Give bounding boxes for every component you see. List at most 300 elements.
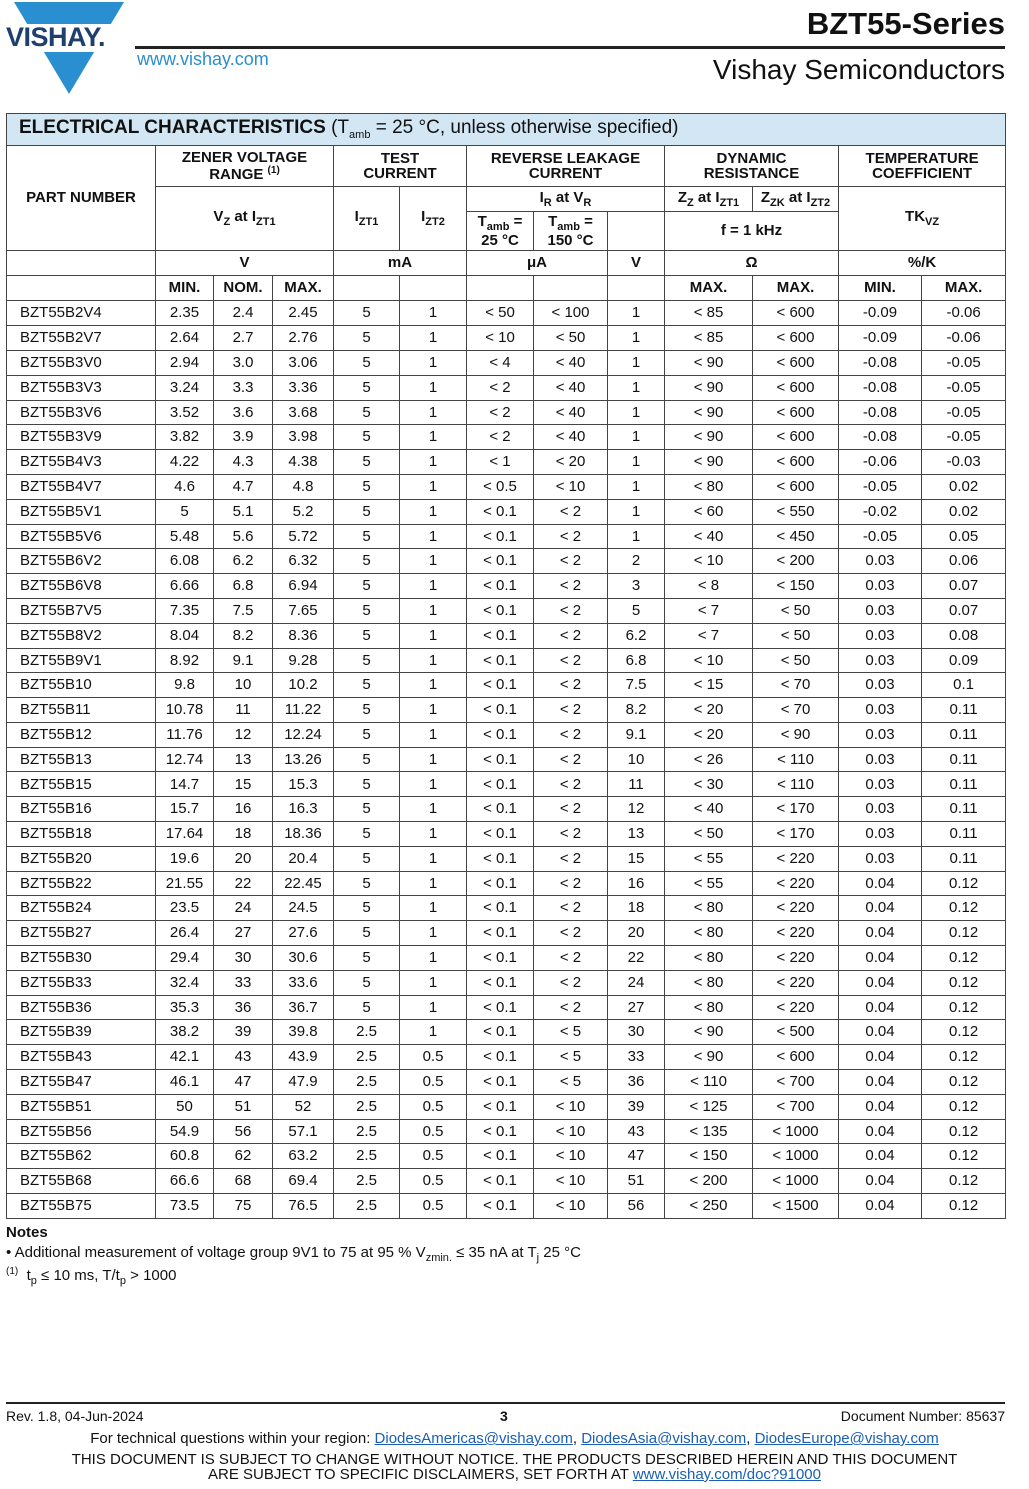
table-cell: < 220 [753,896,839,921]
table-cell: < 150 [753,574,839,599]
table-cell: 47 [608,1144,665,1169]
table-row [7,574,1006,599]
table-cell: 1 [400,995,467,1020]
header-tkvz: $TK_{VZ}$ [839,187,1006,251]
table-cell: 5 [334,474,400,499]
table-cell: 76.5 [273,1194,334,1219]
table-cell: < 0.1 [467,598,534,623]
table-cell: 20.4 [273,846,334,871]
disclaimer-link[interactable]: www.vishay.com/doc?91000 [632,1466,821,1483]
table-cell: 19.6 [156,846,214,871]
table-cell: 39 [214,1020,273,1045]
table-cell: 6.2 [214,549,273,574]
table-cell: 0.02 [922,474,1006,499]
table-cell: 2.35 [156,301,214,326]
table-cell: 16.3 [273,797,334,822]
table-cell: 0.04 [839,1045,922,1070]
table-row [7,400,1006,425]
header-ir-at-vr: $I_R$ at $V_R$ [467,187,665,212]
table-cell: < 2 [534,524,608,549]
table-cell: 0.12 [922,896,1006,921]
table-cell: 5.72 [273,524,334,549]
table-cell: 3.68 [273,400,334,425]
table-cell: 56 [608,1194,665,1219]
header-vz-max: MAX. [273,276,334,301]
table-cell: 3.0 [214,350,273,375]
table-cell: 5 [334,921,400,946]
table-row [7,1169,1006,1194]
company-name: Vishay Semiconductors [712,54,1005,85]
table-cell: 5 [334,326,400,351]
part-number-cell: BZT55B39 [7,1020,156,1045]
table-cell: < 50 [467,301,534,326]
table-row [7,1194,1006,1219]
table-cell: 4.3 [214,450,273,475]
table-cell: 47 [214,1070,273,1095]
table-cell: 36 [608,1070,665,1095]
table-cell: < 2 [534,970,608,995]
table-cell: 0.04 [839,1094,922,1119]
table-row [7,896,1006,921]
header-izt1: $I_{ZT1}$ [334,187,400,251]
table-cell: 1 [400,970,467,995]
table-cell: 27 [608,995,665,1020]
table-cell: < 0.1 [467,1094,534,1119]
website-link[interactable]: www.vishay.com [137,49,269,69]
table-cell: < 26 [665,747,753,772]
table-cell: 39 [608,1094,665,1119]
table-cell: 0.11 [922,772,1006,797]
table-cell: 6.32 [273,549,334,574]
table-cell: < 0.1 [467,698,534,723]
table-cell: < 2 [467,375,534,400]
email-americas-link[interactable]: DiodesAmericas@vishay.com [374,1430,573,1447]
table-cell: 18 [214,822,273,847]
table-cell: < 50 [534,326,608,351]
table-row [7,1094,1006,1119]
table-cell: -0.06 [922,326,1006,351]
table-cell: 5.1 [214,499,273,524]
table-cell: 62 [214,1144,273,1169]
table-cell: 43.9 [273,1045,334,1070]
table-cell: < 0.1 [467,797,534,822]
table-cell: < 40 [534,350,608,375]
table-cell: < 2 [534,574,608,599]
table-cell: < 90 [665,425,753,450]
part-number-cell: BZT55B30 [7,946,156,971]
part-number-cell: BZT55B47 [7,1070,156,1095]
table-cell: < 90 [665,400,753,425]
table-cell: 3 [608,574,665,599]
table-cell: 15.3 [273,772,334,797]
table-cell: 5.2 [273,499,334,524]
table-cell: 1 [400,326,467,351]
table-cell: < 80 [665,946,753,971]
disclaimer-line-2: ARE SUBJECT TO SPECIFIC DISCLAIMERS, SET FORTH AT www.vishay.com/doc?91000 [208,1466,821,1483]
table-cell: 8.04 [156,623,214,648]
part-number-cell: BZT55B9V1 [7,648,156,673]
header-units-blank [7,251,156,276]
table-cell: 0.12 [922,1194,1006,1219]
table-cell: < 0.1 [467,772,534,797]
table-row [7,797,1006,822]
table-cell: < 80 [665,995,753,1020]
table-cell: 1 [608,425,665,450]
table-cell: < 50 [665,822,753,847]
email-asia-link[interactable]: DiodesAsia@vishay.com [581,1430,747,1447]
table-cell: < 220 [753,995,839,1020]
table-cell: < 2 [534,673,608,698]
table-cell: 5 [334,871,400,896]
table-cell: 30 [608,1020,665,1045]
part-number-cell: BZT55B5V1 [7,499,156,524]
table-cell: 10 [214,673,273,698]
table-cell: < 2 [534,772,608,797]
table-cell: 12.24 [273,722,334,747]
table-cell: 0.03 [839,797,922,822]
table-cell: < 0.1 [467,722,534,747]
table-cell: -0.08 [839,350,922,375]
table-cell: < 20 [534,450,608,475]
table-cell: 1 [400,623,467,648]
table-cell: 1 [400,574,467,599]
table-cell: 12 [608,797,665,822]
table-cell: < 2 [534,871,608,896]
table-cell: 1 [608,326,665,351]
table-cell: 0.03 [839,574,922,599]
table-cell: 9.8 [156,673,214,698]
table-row [7,921,1006,946]
table-cell: 7.5 [608,673,665,698]
table-cell: 3.06 [273,350,334,375]
table-cell: < 50 [753,598,839,623]
table-cell: 57.1 [273,1119,334,1144]
table-cell: 1 [400,797,467,822]
table-cell: 5 [334,946,400,971]
table-cell: 7.65 [273,598,334,623]
part-number-cell: BZT55B33 [7,970,156,995]
table-cell: < 90 [665,350,753,375]
header-part-number: PART NUMBER [7,146,156,251]
table-row [7,425,1006,450]
table-cell: 12.74 [156,747,214,772]
table-cell: < 90 [665,375,753,400]
table-cell: 3.9 [214,425,273,450]
table-cell: 8.36 [273,623,334,648]
table-cell: 5 [334,598,400,623]
table-cell: < 5 [534,1070,608,1095]
table-cell: < 0.1 [467,846,534,871]
table-cell: 4.7 [214,474,273,499]
table-cell: 3.6 [214,400,273,425]
table-cell: < 10 [534,1144,608,1169]
table-cell: 24 [608,970,665,995]
table-cell: < 600 [753,450,839,475]
table-cell: 1 [400,450,467,475]
table-cell: 0.04 [839,921,922,946]
table-cell: < 10 [665,549,753,574]
table-cell: < 0.1 [467,896,534,921]
table-cell: < 85 [665,301,753,326]
table-cell: 5 [156,499,214,524]
table-cell: < 2 [534,747,608,772]
note-1: $^{(1)}$ $t_p \le 10$ ms, $T/t_p > 1000$ [6,1266,177,1287]
table-cell: 0.12 [922,1094,1006,1119]
table-cell: 1 [400,350,467,375]
table-cell: 0.5 [400,1169,467,1194]
table-cell: 1 [400,896,467,921]
part-number-cell: BZT55B4V7 [7,474,156,499]
table-cell: 0.03 [839,747,922,772]
table-cell: < 10 [534,1169,608,1194]
table-cell: 20 [214,846,273,871]
table-cell: 8.92 [156,648,214,673]
table-cell: 0.07 [922,598,1006,623]
table-cell: < 10 [534,1194,608,1219]
table-cell: -0.05 [922,400,1006,425]
table-cell: < 90 [665,1020,753,1045]
table-cell: < 80 [665,921,753,946]
table-row [7,946,1006,971]
table-cell: 0.04 [839,1144,922,1169]
table-cell: 5 [334,896,400,921]
logo-text: VISHAY. [6,22,106,52]
table-cell: 2.5 [334,1020,400,1045]
table-cell: -0.08 [839,425,922,450]
table-cell: 1 [400,499,467,524]
table-cell: 2.5 [334,1094,400,1119]
table-cell: < 10 [665,648,753,673]
table-cell: -0.05 [839,524,922,549]
table-cell: < 0.1 [467,970,534,995]
table-cell: -0.08 [839,400,922,425]
table-cell: 21.55 [156,871,214,896]
table-cell: 0.04 [839,1070,922,1095]
table-row [7,1144,1006,1169]
table-cell: 1 [400,1020,467,1045]
table-cell: 0.5 [400,1119,467,1144]
table-cell: < 2 [534,995,608,1020]
header-vz-nom: NOM. [214,276,273,301]
table-row [7,822,1006,847]
revision: Rev. 1.8, 04-Jun-2024 [6,1408,144,1424]
table-cell: 6.08 [156,549,214,574]
table-cell: < 0.1 [467,574,534,599]
table-cell: 22 [214,871,273,896]
table-cell: 15 [608,846,665,871]
table-cell: 2.5 [334,1070,400,1095]
table-cell: 54.9 [156,1119,214,1144]
part-number-cell: BZT55B36 [7,995,156,1020]
table-cell: < 170 [753,822,839,847]
contact-prefix: For technical questions within your region: [90,1430,375,1447]
table-cell: 18 [608,896,665,921]
table-cell: < 170 [753,797,839,822]
part-number-cell: BZT55B22 [7,871,156,896]
table-cell: 2.4 [214,301,273,326]
table-cell: 3.3 [214,375,273,400]
table-cell: 5 [334,698,400,723]
table-cell: 18.36 [273,822,334,847]
table-cell: < 220 [753,871,839,896]
part-number-cell: BZT55B24 [7,896,156,921]
table-cell: 0.11 [922,747,1006,772]
table-row [7,772,1006,797]
table-cell: < 30 [665,772,753,797]
header-zzk-max: MAX. [753,276,839,301]
table-cell: 5.6 [214,524,273,549]
table-cell: < 10 [534,474,608,499]
table-cell: 0.08 [922,623,1006,648]
table-row [7,499,1006,524]
header-blank [608,276,665,301]
table-cell: 16 [608,871,665,896]
header-zzk-at-izt2: $Z_{ZK}$ at $I_{ZT2}$ [753,187,839,212]
table-cell: 1 [400,698,467,723]
table-cell: 20 [608,921,665,946]
table-cell: 6.66 [156,574,214,599]
table-cell: < 40 [665,797,753,822]
table-cell: 0.09 [922,648,1006,673]
table-cell: -0.05 [922,350,1006,375]
table-cell: 27 [214,921,273,946]
table-cell: < 2 [467,400,534,425]
table-cell: < 85 [665,326,753,351]
table-cell: 30.6 [273,946,334,971]
table-cell: 33.6 [273,970,334,995]
table-cell: < 2 [534,549,608,574]
table-row [7,871,1006,896]
table-cell: 5 [334,970,400,995]
header-tamb-150: $T_{amb}$ = 150 °C [534,212,608,251]
table-cell: < 0.1 [467,673,534,698]
table-cell: 46.1 [156,1070,214,1095]
table-cell: < 40 [534,425,608,450]
table-cell: < 2 [534,822,608,847]
table-cell: 15 [214,772,273,797]
table-row [7,1070,1006,1095]
unit-ua: μA [467,251,608,276]
table-cell: 1 [400,871,467,896]
table-cell: 60.8 [156,1144,214,1169]
table-cell: 9.1 [608,722,665,747]
table-cell: 36 [214,995,273,1020]
table-cell: 66.6 [156,1169,214,1194]
table-cell: 5 [334,574,400,599]
table-cell: < 2 [534,698,608,723]
table-cell: 1 [400,673,467,698]
table-cell: < 1000 [753,1119,839,1144]
table-cell: 0.12 [922,921,1006,946]
table-cell: -0.05 [922,425,1006,450]
header-vr-blank [608,212,665,251]
table-cell: 1 [400,549,467,574]
table-cell: < 550 [753,499,839,524]
table-cell: 14.7 [156,772,214,797]
table-row [7,474,1006,499]
table-cell: 47.9 [273,1070,334,1095]
header-izt2: $I_{ZT2}$ [400,187,467,251]
unit-ma: mA [334,251,467,276]
table-cell: 0.04 [839,995,922,1020]
table-cell: 11 [214,698,273,723]
table-cell: 2.94 [156,350,214,375]
table-cell: 30 [214,946,273,971]
table-cell: < 0.1 [467,921,534,946]
header-tk-max: MAX. [922,276,1006,301]
table-cell: 0.03 [839,623,922,648]
table-cell: 50 [156,1094,214,1119]
table-cell: 5 [334,524,400,549]
table-cell: 0.12 [922,970,1006,995]
table-cell: < 600 [753,301,839,326]
part-number-cell: BZT55B27 [7,921,156,946]
table-row [7,450,1006,475]
table-cell: < 600 [753,474,839,499]
table-cell: < 0.1 [467,1194,534,1219]
table-cell: 5 [334,450,400,475]
table-cell: 16 [214,797,273,822]
table-cell: 43 [214,1045,273,1070]
table-row [7,301,1006,326]
table-cell: 0.03 [839,772,922,797]
table-cell: 13 [608,822,665,847]
part-number-cell: BZT55B68 [7,1169,156,1194]
table-cell: < 600 [753,400,839,425]
header-vz-at-izt1: $V_Z$ at $I_{ZT1}$ [156,187,334,251]
table-cell: < 40 [534,375,608,400]
table-cell: 0.12 [922,1119,1006,1144]
table-cell: 1 [608,474,665,499]
table-cell: 1 [400,400,467,425]
table-row [7,846,1006,871]
table-cell: < 7 [665,598,753,623]
table-cell: 1 [608,499,665,524]
email-europe-link[interactable]: DiodesEurope@vishay.com [754,1430,939,1447]
table-cell: 5 [334,350,400,375]
table-cell: 56 [214,1119,273,1144]
table-cell: 0.12 [922,1020,1006,1045]
table-cell: < 600 [753,425,839,450]
table-cell: < 700 [753,1094,839,1119]
table-cell: 36.7 [273,995,334,1020]
table-cell: 22.45 [273,871,334,896]
part-number-cell: BZT55B62 [7,1144,156,1169]
table-cell: < 2 [467,425,534,450]
unit-v-reverse: V [608,251,665,276]
table-cell: < 1000 [753,1144,839,1169]
table-cell: 15.7 [156,797,214,822]
table-cell: 0.03 [839,598,922,623]
table-cell: 0.06 [922,549,1006,574]
part-number-cell: BZT55B11 [7,698,156,723]
table-cell: 0.05 [922,524,1006,549]
table-cell: < 0.1 [467,549,534,574]
table-row [7,722,1006,747]
table-cell: < 0.5 [467,474,534,499]
table-cell: 43 [608,1119,665,1144]
part-number-cell: BZT55B10 [7,673,156,698]
table-cell: < 200 [665,1169,753,1194]
header-test-current: TEST CURRENT [334,146,467,187]
table-cell: 0.02 [922,499,1006,524]
table-cell: 1 [400,946,467,971]
unit-percent-per-k: %/K [839,251,1006,276]
vishay-logo [6,0,128,96]
table-cell: 5 [334,623,400,648]
part-number-cell: BZT55B13 [7,747,156,772]
table-cell: < 220 [753,970,839,995]
